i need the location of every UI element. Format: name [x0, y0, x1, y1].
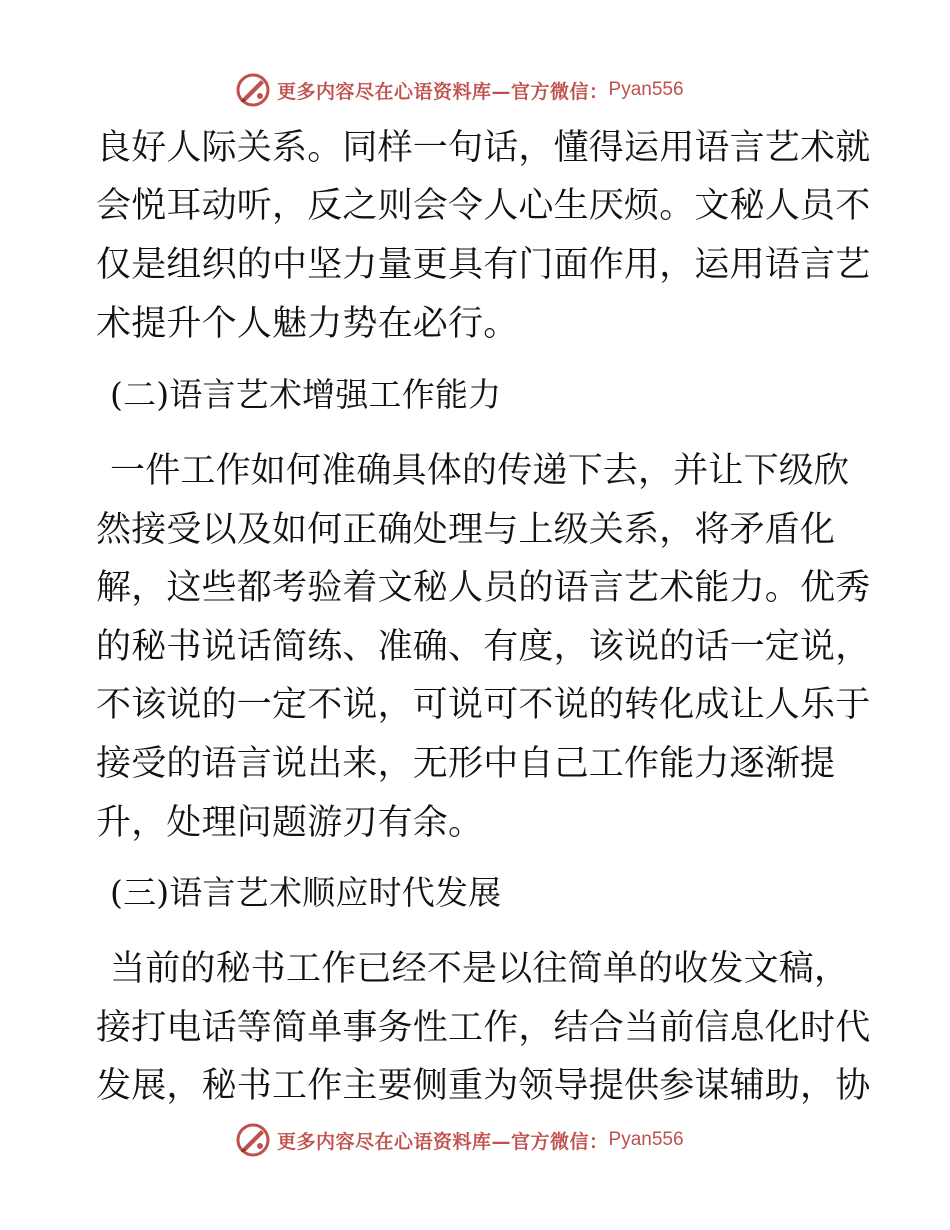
body-line: 的秘书说话简练、准确、有度，该说的话一定说， [96, 627, 871, 667]
body-line: 一件工作如何准确具体的传递下去，并让下级欣 [110, 451, 850, 491]
body-line: 接打电话等简单事务性工作，结合当前信息化时代 [96, 1008, 871, 1048]
body-line: 不该说的一定不说，可说可不说的转化成让人乐于 [96, 685, 871, 725]
body-line: 当前的秘书工作已经不是以往简单的收发文稿， [110, 949, 850, 989]
section-heading: (三)语言艺术顺应时代发展 [110, 873, 502, 912]
body-line: 然接受以及如何正确处理与上级关系，将矛盾化 [96, 510, 836, 550]
watermark-text: 更多内容尽在心语资料库—官方微信： [277, 80, 609, 103]
watermark-text: 更多内容尽在心语资料库—官方微信： [277, 1130, 609, 1153]
section-heading: (二)语言艺术增强工作能力 [110, 375, 502, 414]
body-line: 接受的语言说出来，无形中自己工作能力逐渐提 [96, 744, 836, 784]
body-line: 升，处理问题游刃有余。 [96, 803, 484, 843]
watermark-wechat-id: Pyan556 [608, 79, 684, 100]
watermark-header [235, 70, 755, 110]
body-line: 仅是组织的中坚力量更具有门面作用，运用语言艺 [96, 245, 871, 285]
body-line: 术提升个人魅力势在必行。 [96, 304, 519, 344]
body-line: 解，这些都考验着文秘人员的语言艺术能力。优秀 [96, 568, 871, 608]
pen-logo-icon [235, 72, 271, 108]
watermark-footer [235, 1120, 755, 1160]
watermark-wechat-id: Pyan556 [608, 1129, 684, 1150]
body-line: 会悦耳动听，反之则会令人心生厌烦。文秘人员不 [96, 186, 871, 226]
body-line: 良好人际关系。同样一句话，懂得运用语言艺术就 [96, 128, 871, 168]
pen-logo-icon [235, 1122, 271, 1158]
body-line: 发展，秘书工作主要侧重为领导提供参谋辅助，协 [96, 1066, 871, 1106]
